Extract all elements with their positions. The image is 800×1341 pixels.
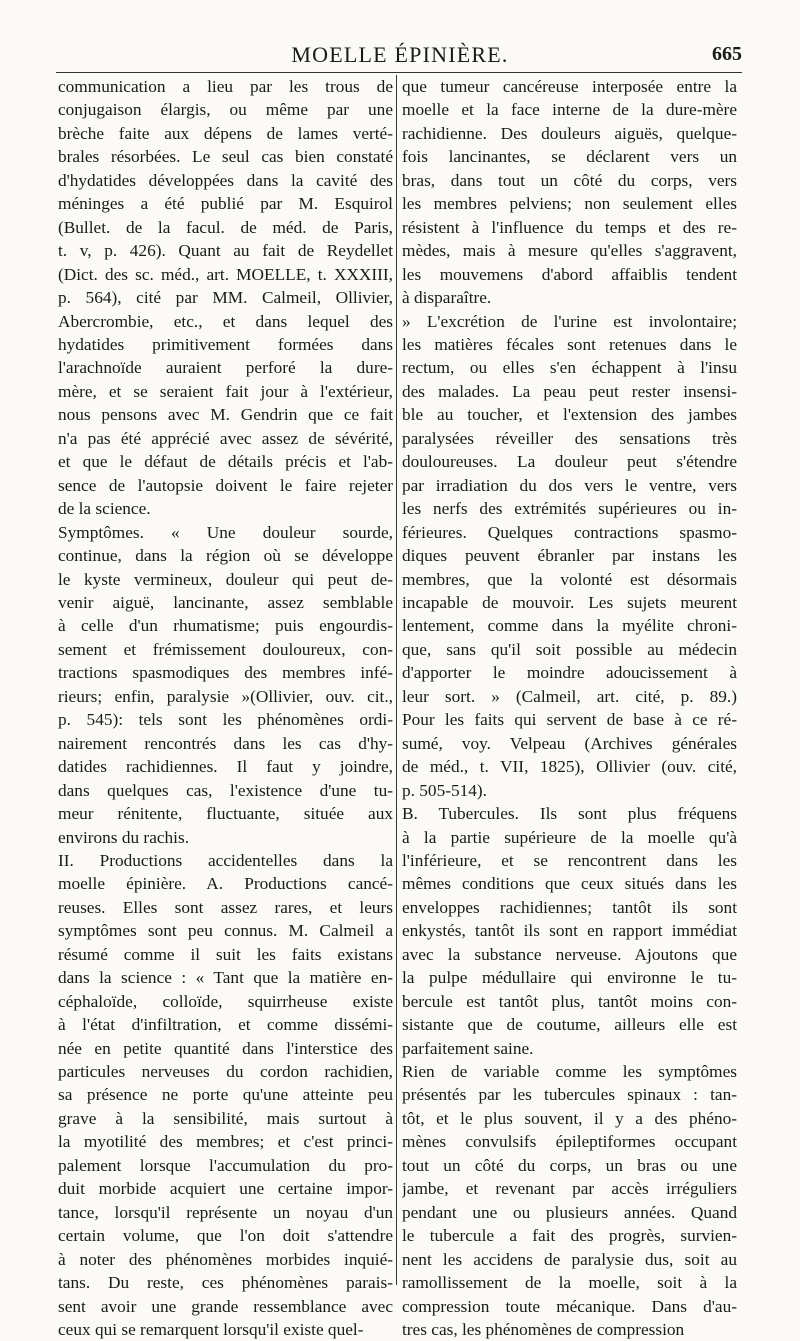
- text-line: tôt, et le plus souvent, il y a des phéno-: [402, 1108, 737, 1128]
- text-line: mêmes conditions que ceux situés dans les: [402, 874, 737, 894]
- text-line: à noter des phénomènes morbides inquié-: [58, 1249, 393, 1269]
- text-line: p. 564), cité par MM. Calmeil, Ollivier,: [58, 288, 393, 308]
- text-line: la myotilité des membres; et c'est princi-: [58, 1132, 393, 1152]
- text-line: conjugaison élargis, ou même par une: [58, 100, 393, 120]
- text-line: avec la substance nerveuse. Ajoutons que: [402, 944, 737, 964]
- text-line: l'inférieure, et se rencontrent dans les: [402, 850, 737, 870]
- text-line: certain volume, que l'on doit s'attendre: [58, 1226, 393, 1246]
- text-line: enveloppes rachidiennes; tantôt ils sont: [402, 897, 737, 917]
- running-title: MOELLE ÉPINIÈRE.: [291, 42, 509, 67]
- text-line: à disparaître.: [402, 288, 492, 308]
- text-line: rectum, ou elles s'en échappent à l'insu: [402, 358, 737, 378]
- text-line: Symptômes. « Une douleur sourde,: [58, 522, 393, 542]
- text-line: t. v, p. 426). Quant au fait de Reydellet: [58, 241, 393, 261]
- text-line: tans. Du reste, ces phénomènes parais-: [58, 1273, 393, 1293]
- text-line: à celle d'un rhumatisme; puis engourdis-: [58, 616, 393, 636]
- text-line: d'hydatides développées dans la cavité des: [58, 170, 393, 190]
- text-line: tractions spasmodiques des membres infé-: [58, 663, 393, 683]
- text-line: jambe, et revenant par accès irréguliers: [402, 1179, 737, 1199]
- text-line: tout un côté du corps, un bras ou une: [402, 1155, 737, 1175]
- text-line: sence de l'autopsie doivent le faire rejeter: [58, 475, 393, 495]
- text-line: paralysées réveiller des sensations très: [402, 428, 737, 448]
- text-line: Abercrombie, etc., et dans lequel des: [58, 311, 393, 331]
- text-line: bercule est tantôt plus, tantôt moins con-: [402, 991, 737, 1011]
- text-line: communication a lieu par les trous de: [58, 77, 393, 96]
- text-line: n'a pas été apprécié avec assez de sévérité,: [58, 428, 393, 448]
- text-line: résumé comme il suit les faits existans: [58, 944, 393, 964]
- text-line: nous pensons avec M. Gendrin que ce fait: [58, 405, 393, 425]
- text-line: venir aiguë, lancinante, assez semblable: [58, 592, 393, 612]
- text-line: mèdes, mais à mesure qu'elles s'aggravent,: [402, 241, 737, 261]
- text-line: moelle épinière. A. Productions cancé-: [58, 874, 393, 894]
- text-line: pendant une ou plusieurs années. Quand: [402, 1202, 737, 1222]
- text-line: mère, et se seraient fait jour à l'extérieur,: [58, 381, 393, 401]
- text-line: sa présence ne porte qu'une atteinte peu: [58, 1085, 393, 1105]
- text-line: incapable de mouvoir. Les sujets meurent: [402, 592, 737, 612]
- text-line: nent les accidens de paralysie dus, soit au: [402, 1249, 737, 1269]
- left-column: [58, 75, 393, 1340]
- text-line: particules nerveuses du cordon rachidien,: [58, 1062, 393, 1082]
- text-line: compression toute mécanique. Dans d'au-: [402, 1296, 737, 1316]
- text-line: bras, dans tout un côté du corps, vers: [402, 170, 737, 190]
- text-line: brales résorbées. Le seul cas bien constaté: [58, 147, 393, 167]
- text-line: brèche faite aux dépens de lames verté-: [58, 123, 393, 143]
- text-line: leur sort. » (Calmeil, art. cité, p. 89.): [402, 686, 737, 706]
- text-line: Rien de variable comme les symptômes: [402, 1062, 737, 1082]
- text-line: dans la science : « Tant que la matière en-: [58, 968, 393, 988]
- text-line: que tumeur cancéreuse interposée entre la: [402, 77, 737, 96]
- text-line: les membres pelviens; non seulement elles: [402, 194, 737, 214]
- text-line: environs du rachis.: [58, 827, 190, 847]
- text-line: les mouvemens d'abord affaiblis tendent: [402, 264, 737, 284]
- text-line: sumé, voy. Velpeau (Archives générales: [402, 733, 737, 753]
- text-line: l'arachnoïde auraient perforé la dure-: [58, 358, 393, 378]
- text-line: à la partie supérieure de la moelle qu'à: [402, 827, 737, 847]
- text-line: palement lorsque l'accumulation du pro-: [58, 1155, 393, 1175]
- text-line: le kyste vermineux, douleur qui peut de-: [58, 569, 393, 589]
- text-line: (Dict. des sc. méd., art. MOELLE, t. XXXIII,: [58, 264, 393, 284]
- text-line: B. Tubercules. Ils sont plus fréquens: [402, 804, 737, 824]
- right-column: [402, 75, 737, 1340]
- text-line: continue, dans la région où se développe: [58, 546, 393, 566]
- text-line: le tubercule a fait des progrès, survien-: [402, 1226, 737, 1246]
- text-line: dans quelques cas, l'existence d'une tu-: [58, 780, 393, 800]
- text-line: Pour les faits qui servent de base à ce ré-: [402, 710, 737, 730]
- text-line: de méd., t. VII, 1825), Ollivier (ouv. cité,: [402, 757, 737, 777]
- text-line: présentés par les tubercules spinaux : tan-: [402, 1085, 737, 1105]
- text-line: férieures. Quelques contractions spasmo-: [402, 522, 737, 542]
- text-line: que, sans qu'il soit possible au médecin: [402, 639, 737, 659]
- text-line: douloureuses. La douleur peut s'étendre: [402, 452, 737, 472]
- text-line: diques peuvent ébranler par instans les: [402, 546, 737, 566]
- text-line: p. 545): tels sont les phénomènes ordi-: [58, 710, 393, 730]
- column-divider: [396, 75, 397, 1285]
- text-line: d'apporter le moindre adoucissement à: [402, 663, 737, 683]
- text-line: II. Productions accidentelles dans la: [58, 850, 393, 870]
- header-rule: [56, 72, 742, 73]
- text-line: p. 505-514).: [402, 780, 487, 800]
- text-line: parfaitement saine.: [402, 1038, 534, 1058]
- text-line: hydatides primitivement formées dans: [58, 334, 393, 354]
- text-line: » L'excrétion de l'urine est involontaire;: [402, 311, 737, 331]
- text-line: membres, que la volonté est désormais: [402, 569, 737, 589]
- running-header: [0, 38, 800, 68]
- text-line: tres cas, les phénomènes de compression: [402, 1320, 685, 1340]
- text-line: fois lancinantes, se déclarent vers un: [402, 147, 737, 167]
- text-line: ceux qui se remarquent lorsqu'il existe quel-: [58, 1320, 364, 1340]
- text-line: des malades. La peau peut rester insensi-: [402, 381, 737, 401]
- text-line: moelle et la face interne de la dure-mère: [402, 100, 737, 120]
- text-line: grave à la sensibilité, mais surtout à: [58, 1108, 393, 1128]
- text-line: datides rachidiennes. Il faut y joindre,: [58, 757, 393, 777]
- text-line: sent avoir une grande ressemblance avec: [58, 1296, 393, 1316]
- text-line: rachidienne. Des douleurs aiguës, quelque-: [402, 123, 737, 143]
- text-line: méninges a été publié par M. Esquirol: [58, 194, 393, 214]
- text-line: et que le défaut de détails précis et l'ab-: [58, 452, 393, 472]
- text-line: rieurs; enfin, paralysie »(Ollivier, ouv. cit.,: [58, 686, 393, 706]
- text-line: la pulpe médullaire qui environne le tu-: [402, 968, 737, 988]
- text-line: à l'état d'infiltration, et comme dissémi-: [58, 1015, 393, 1035]
- text-line: nairement rencontrés dans les cas d'hy-: [58, 733, 393, 753]
- text-line: symptômes sont peu connus. M. Calmeil a: [58, 921, 393, 941]
- text-line: ramollissement de la moelle, soit à la: [402, 1273, 737, 1293]
- text-line: les nerfs des extrémités supérieures ou in-: [402, 499, 737, 519]
- page-number: 665: [712, 43, 742, 65]
- text-line: (Bullet. de la facul. de méd. de Paris,: [58, 217, 393, 237]
- text-line: tance, lorsqu'il représente un noyau d'un: [58, 1202, 393, 1222]
- text-line: résistent à l'influence du temps et des re-: [402, 217, 737, 237]
- text-line: ble au toucher, et l'extension des jambes: [402, 405, 737, 425]
- text-line: de la science.: [58, 499, 151, 519]
- text-line: mènes convulsifs épileptiformes occupant: [402, 1132, 737, 1152]
- text-line: les matières fécales sont retenues dans le: [402, 334, 737, 354]
- text-line: sement et frémissement douloureux, con-: [58, 639, 393, 659]
- text-line: duit morbide acquiert une certaine impor-: [58, 1179, 393, 1199]
- text-line: reuses. Elles sont assez rares, et leurs: [58, 897, 393, 917]
- text-line: céphaloïde, colloïde, squirrheuse existe: [58, 991, 393, 1011]
- text-line: née en petite quantité dans l'interstice des: [58, 1038, 393, 1058]
- text-line: sistante que de coutume, ailleurs elle est: [402, 1015, 737, 1035]
- text-line: par irradiation du dos vers le ventre, vers: [402, 475, 737, 495]
- text-line: enkystés, tantôt ils sont en rapport immédiat: [402, 921, 737, 941]
- text-line: meur rénitente, fluctuante, située aux: [58, 804, 393, 824]
- text-line: lentement, comme dans la myélite chroni-: [402, 616, 737, 636]
